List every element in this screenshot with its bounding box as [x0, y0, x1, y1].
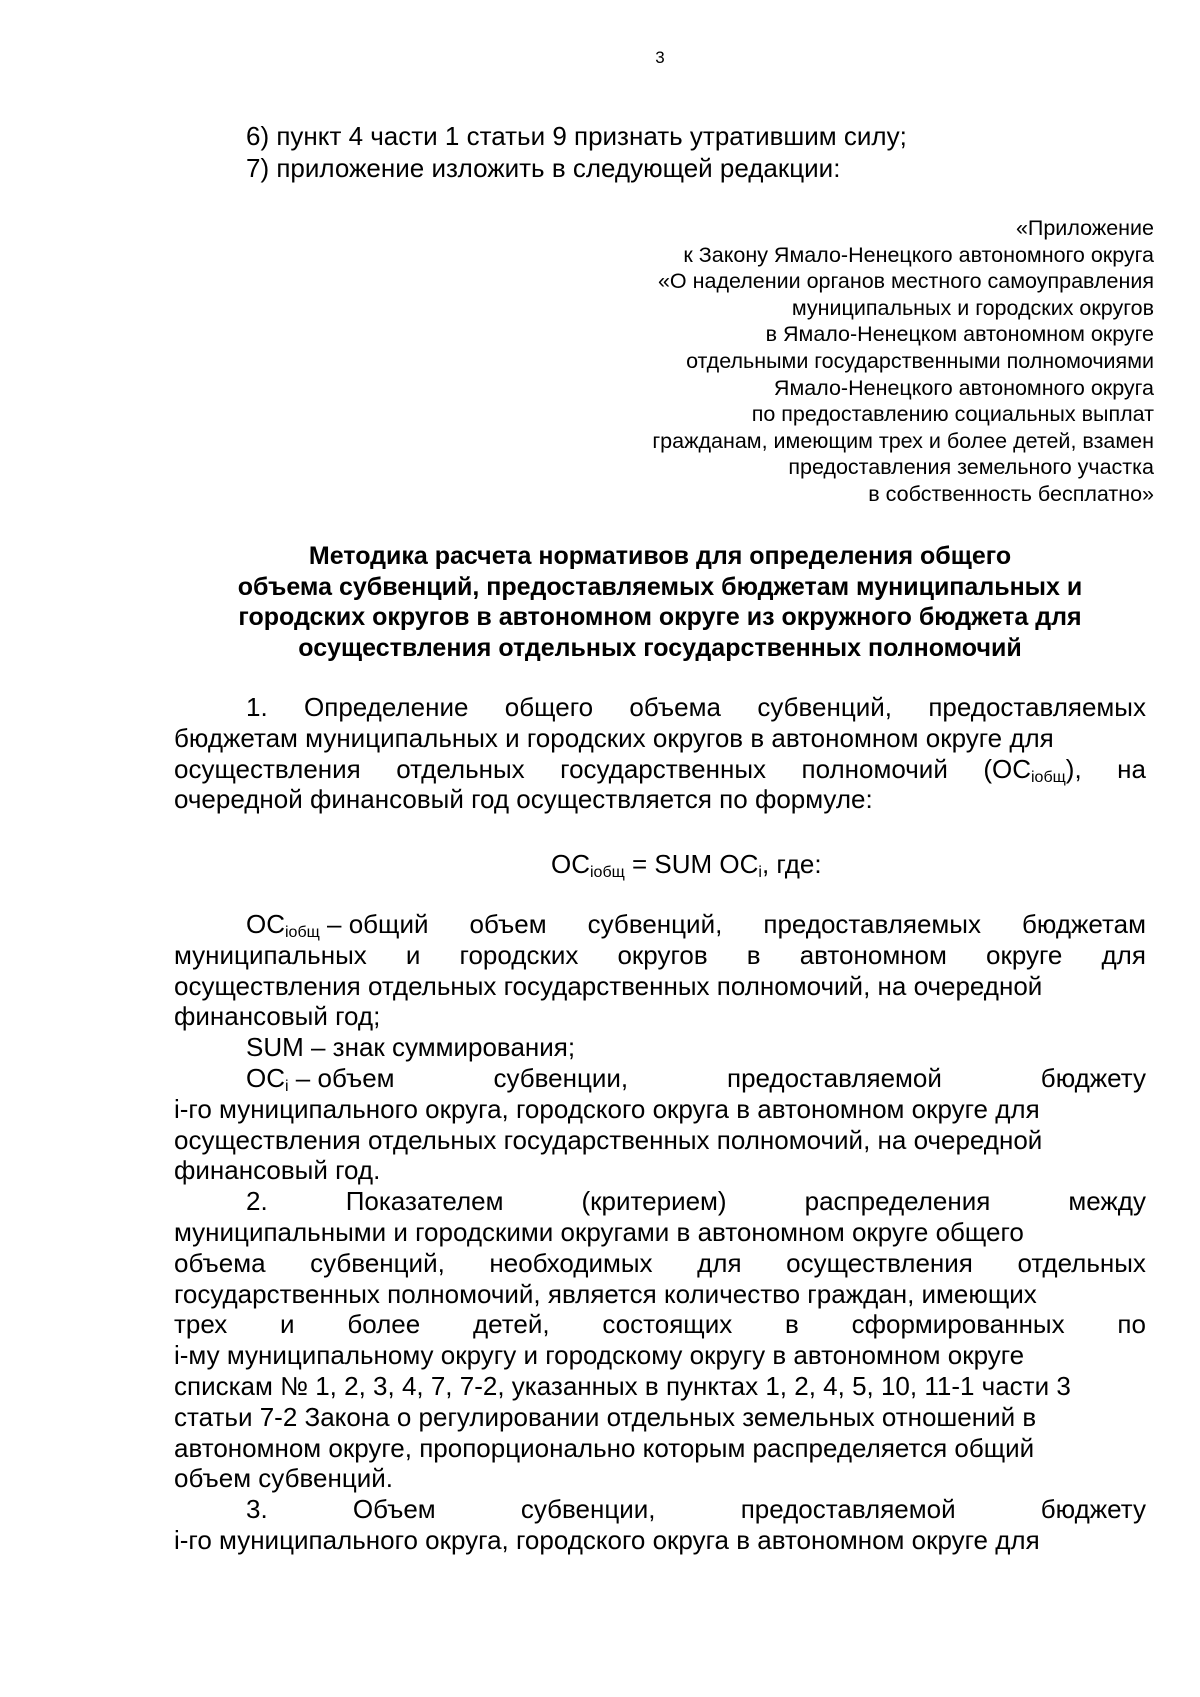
word: объема — [629, 692, 721, 722]
methodology-title — [170, 541, 1150, 663]
formula-middle-subscript: i — [758, 864, 762, 881]
oc-close: ), — [1065, 753, 1082, 784]
text-line — [174, 754, 1146, 785]
term-subscript: iобщ — [285, 924, 320, 941]
oc-symbol: (ОС — [983, 753, 1031, 784]
word: по — [1117, 1309, 1146, 1340]
word: субвенции, — [493, 1062, 629, 1093]
word: необходимых — [489, 1247, 653, 1278]
word: субвенций, — [310, 1247, 445, 1278]
text-line: автономном округе, пропорционально которым распределяется общий — [174, 1432, 1035, 1463]
word: – объем — [295, 1062, 395, 1093]
text-line: i-го муниципального округа, городского округа в автономном округе для — [174, 1524, 1040, 1555]
text-line: SUM – знак суммирования; — [246, 1032, 576, 1063]
word: субвенций, — [757, 692, 892, 722]
title-line: городских округов в автономном округе из окружного бюджета для — [238, 603, 1082, 631]
word: на — [1117, 753, 1146, 784]
annex-line: по предоставлению социальных выплат — [751, 402, 1154, 427]
annex-line: гражданам, имеющим трех и более детей, взамен — [652, 428, 1154, 453]
annex-line: «Приложение — [1015, 216, 1154, 240]
annex-line: к Закону Ямало-Ненецкого автономного округа — [683, 242, 1154, 267]
annex-line: муниципальных и городских округов — [791, 295, 1154, 320]
text-line: государственных полномочий, является количество граждан, имеющих — [174, 1278, 1037, 1309]
word: и — [280, 1309, 295, 1340]
text-line — [174, 1248, 1146, 1279]
text-line — [174, 1063, 1146, 1094]
formula — [551, 849, 822, 880]
annex-line: предоставления земельного участка — [788, 455, 1154, 480]
word: округов — [617, 939, 708, 970]
term-subscript: i — [285, 1077, 289, 1095]
word: субвенций, — [587, 909, 723, 939]
word: для — [1101, 939, 1146, 970]
word: между — [1068, 1186, 1146, 1217]
word: в — [746, 939, 761, 970]
text-line — [174, 909, 1146, 940]
word: 1. — [246, 692, 268, 722]
word: общего — [504, 692, 594, 722]
word: – общий — [327, 909, 429, 939]
word: трех — [174, 1309, 228, 1340]
amendment-item-7: 7) приложение изложить в следующей редакции: — [246, 153, 841, 183]
term-symbol: ОС — [246, 1062, 285, 1093]
word: объем — [469, 909, 547, 939]
text-line: финансовый год. — [174, 1155, 381, 1186]
word: округе — [986, 939, 1063, 970]
definition-term — [246, 909, 429, 940]
text-line: бюджетам муниципальных и городских округов в автономном округе для — [174, 722, 1054, 753]
word: для — [697, 1247, 742, 1278]
word: 2. — [246, 1186, 268, 1217]
text-line: i-му муниципальному округу и городскому округу в автономном округе — [174, 1340, 1025, 1371]
word: осуществления — [786, 1247, 973, 1278]
word: предоставляемых — [928, 692, 1146, 722]
text-line: статьи 7-2 Закона о регулировании отдельных земельных отношений в — [174, 1401, 1037, 1432]
text-line: очередной финансовый год осуществляется по формуле: — [174, 784, 873, 815]
word: сформированных — [851, 1309, 1065, 1340]
text-line: муниципальными и городскими округами в автономном округе общего — [174, 1216, 1024, 1247]
amendment-item-6: 6) пункт 4 части 1 статьи 9 признать утратившим силу; — [246, 121, 907, 151]
word: распределения — [804, 1186, 991, 1217]
text-line: финансовый год; — [174, 1001, 381, 1032]
word: бюджетам — [1022, 909, 1146, 939]
word: государственных — [560, 753, 767, 784]
formula-left-subscript: iобщ — [590, 864, 625, 881]
text-line: спискам № 1, 2, 3, 4, 7, 7-2, указанных в пунктах 1, 2, 4, 5, 10, 11-1 части 3 — [174, 1370, 1071, 1401]
word: Показателем — [345, 1186, 504, 1217]
oc-subscript: iобщ — [1031, 768, 1066, 786]
word: Определение — [304, 692, 469, 722]
text-line: осуществления отдельных государственных полномочий, на очередной — [174, 970, 1043, 1001]
text-line: осуществления отдельных государственных полномочий, на очередной — [174, 1124, 1043, 1155]
word: муниципальных — [174, 939, 367, 970]
word: объема — [174, 1247, 266, 1278]
word: и — [405, 939, 421, 970]
definitions-block — [174, 909, 1146, 1556]
text-line — [174, 1494, 1146, 1525]
word: бюджету — [1040, 1062, 1146, 1093]
annex-line: «О наделении органов местного самоуправления — [657, 269, 1154, 294]
title-line: объема субвенций, предоставляемых бюджетам муниципальных и — [237, 572, 1083, 601]
annex-line: Ямало-Ненецкого автономного округа — [773, 375, 1154, 400]
word: состоящих — [602, 1309, 733, 1340]
annex-header — [554, 215, 1154, 508]
formula-middle: = SUM ОС — [624, 849, 759, 879]
text-line — [174, 1309, 1146, 1340]
word: детей, — [473, 1309, 550, 1340]
word: субвенции, — [520, 1494, 656, 1525]
word: предоставляемой — [727, 1062, 942, 1093]
formula-left: ОС — [551, 849, 590, 879]
annex-line: отдельными государственными полномочиями — [686, 348, 1154, 373]
text-line: i-го муниципального округа, городского округа в автономном округе для — [174, 1093, 1040, 1124]
word: (критерием) — [581, 1186, 727, 1217]
text-line: объем субвенций. — [174, 1463, 393, 1494]
title-line: осуществления отдельных государственных полномочий — [298, 633, 1022, 662]
word: полномочий — [801, 753, 948, 784]
word: более — [347, 1309, 421, 1340]
annex-line: в собственность бесплатно» — [868, 481, 1154, 506]
word: отдельных — [1017, 1247, 1146, 1278]
word: Объем — [352, 1494, 436, 1525]
text-line — [174, 1186, 1146, 1217]
paragraph-1 — [174, 692, 1146, 815]
word: предоставляемых — [763, 909, 981, 939]
definition-term — [246, 1063, 395, 1094]
word: бюджету — [1040, 1494, 1146, 1525]
text-line — [174, 692, 1146, 723]
page-number: 3 — [655, 48, 665, 67]
word: в — [785, 1309, 799, 1340]
word: 3. — [246, 1494, 268, 1525]
formula-tail: , где: — [761, 849, 822, 879]
word: автономном — [799, 939, 947, 970]
term-symbol: ОС — [246, 909, 285, 939]
text-line — [174, 940, 1146, 971]
annex-line: в Ямало-Ненецком автономном округе — [765, 322, 1154, 347]
word: осуществления — [174, 753, 361, 784]
word: городских — [459, 939, 579, 970]
word: отдельных — [396, 753, 525, 784]
word: предоставляемой — [740, 1494, 956, 1525]
oc-total-term — [983, 754, 1081, 785]
title-line: Методика расчета нормативов для определения общего — [308, 542, 1012, 570]
